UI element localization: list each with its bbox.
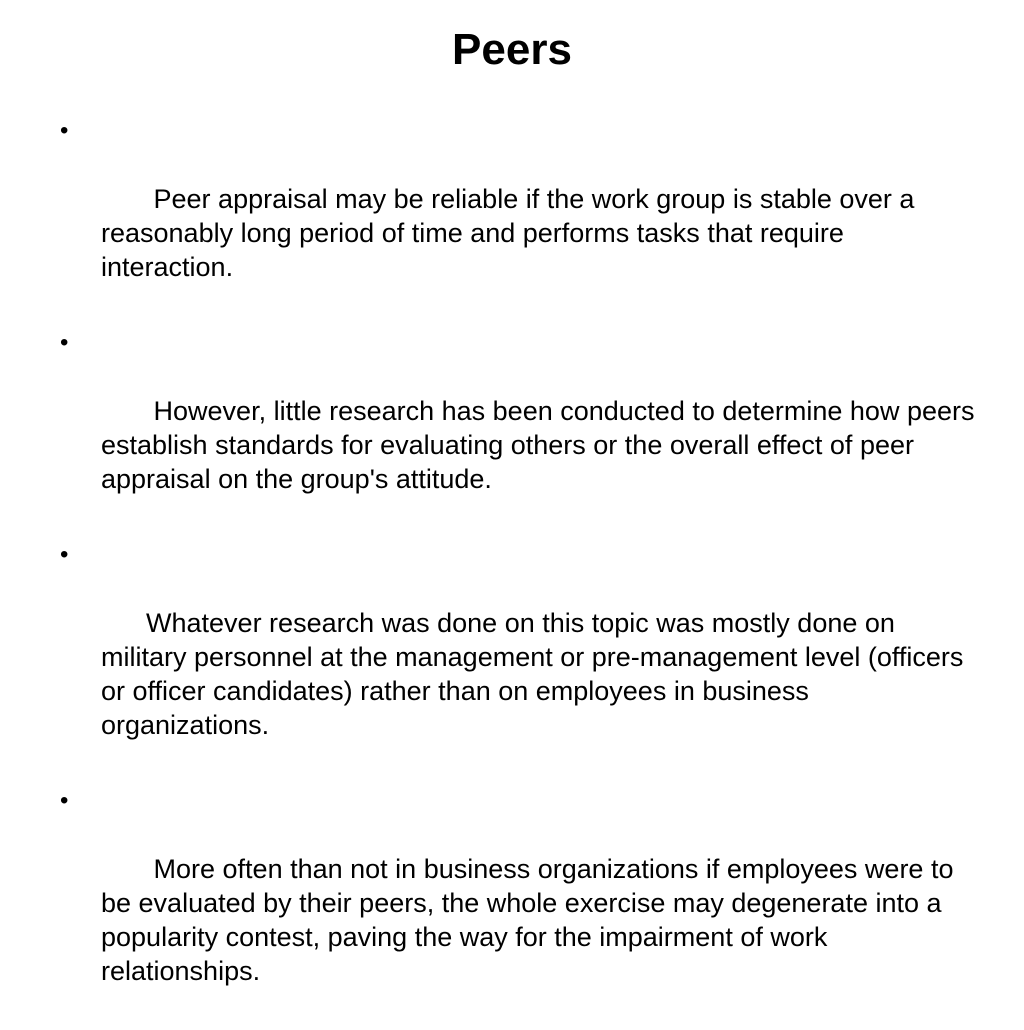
bullet-icon: • xyxy=(60,329,69,356)
bullet-item xyxy=(60,784,980,1022)
bullet-icon: • xyxy=(60,117,69,144)
bullet-icon: • xyxy=(60,787,69,814)
bullet-item xyxy=(60,326,983,530)
slide-title: Peers xyxy=(452,25,572,74)
bullet-text: Whatever research was done on this topic was mostly done on military personnel at the management or pre-management level (officers or officer candidates) rather than on employees in business organizations. xyxy=(101,608,971,740)
bullet-text: Peer appraisal may be reliable if the work group is stable over a reasonably long period of time and performs tasks that require interaction. xyxy=(101,184,922,282)
bullet-text: However, little research has been conducted to determine how peers establish standards for evaluating others or the overall effect of peer appraisal on the group's attitude. xyxy=(101,396,983,494)
bullet-text: More often than not in business organizations if employees were to be evaluated by their peers, the whole exercise may degenerate into a popularity contest, paving the way for the impairment of work relationships. xyxy=(101,854,961,986)
bullet-list xyxy=(60,114,983,1030)
bullet-icon: • xyxy=(60,541,69,568)
bullet-item xyxy=(60,114,980,318)
bullet-item xyxy=(60,538,980,776)
